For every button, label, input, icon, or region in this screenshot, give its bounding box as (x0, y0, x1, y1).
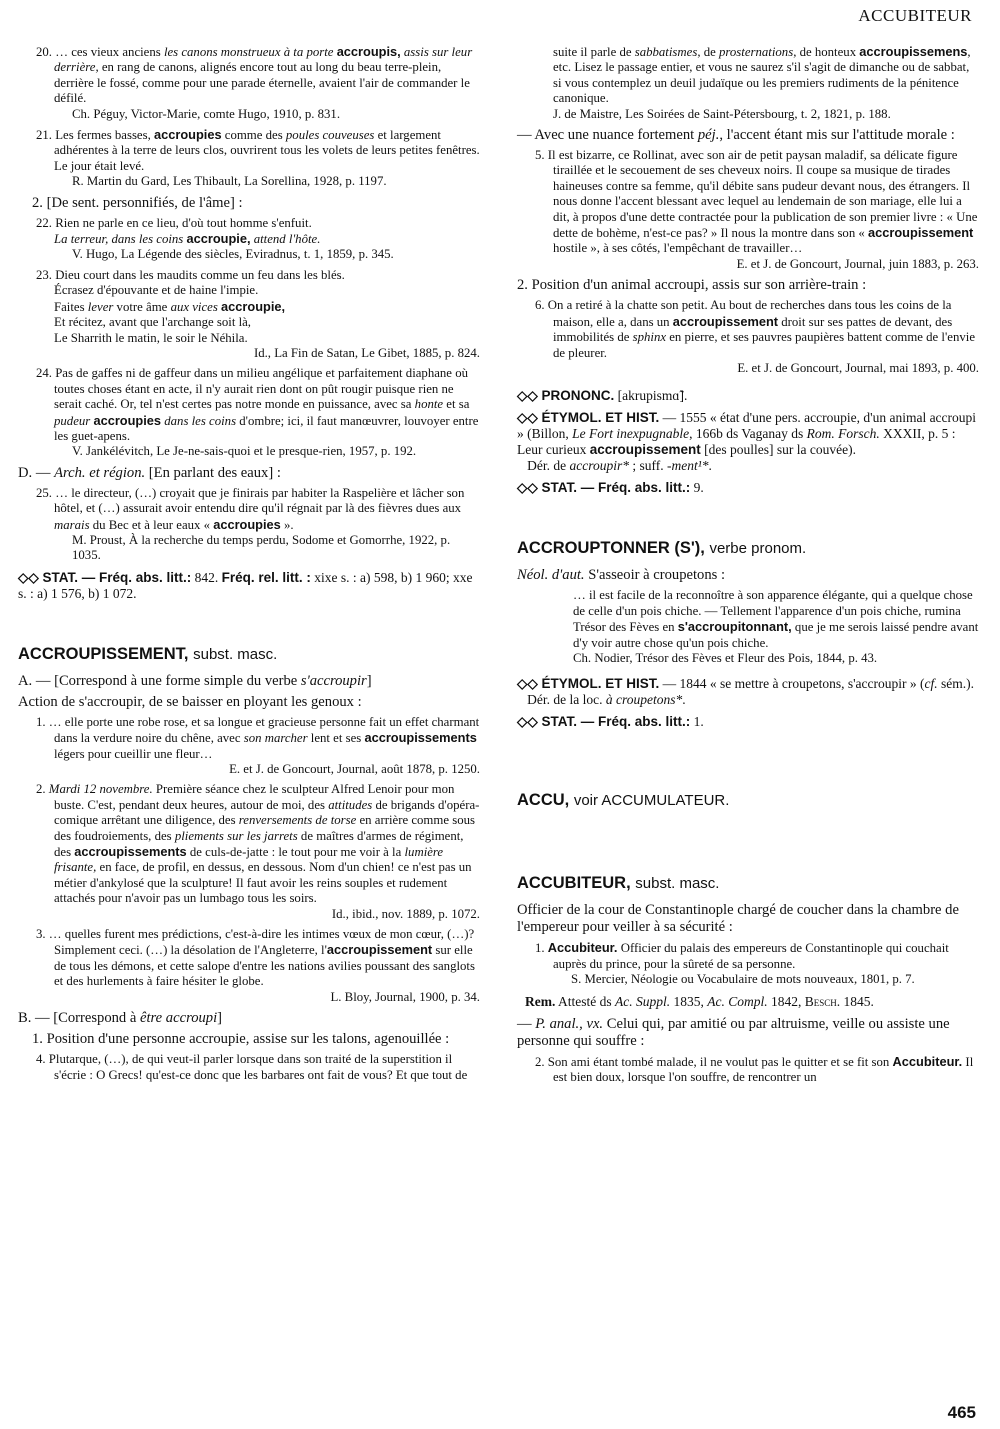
nuance-heading: — Avec une nuance fortement péj., l'accent étant mis sur l'attitude morale : (517, 127, 955, 144)
entry-heading-accrouptonner: ACCROUPTONNER (S'), verbe pronom. (517, 539, 807, 558)
quote-a3: 3. … quelles furent mes prédictions, c'est-à-dire les intimes vœux de mon cœur, (…)? Simplement ceci. (…) la désolation de l'Angleterre, l'accroupissement sur elle de tous les démons, et cette salope d'entre les nations avilies poussant des sanglots et des hurlements à faire hésiter le globe. L. Bloy, Journal, 1900, p. 34. (36, 927, 480, 1004)
section-B-heading: B. — [Correspond à être accroupi] (18, 1010, 223, 1027)
quote-c2: 2. Son ami étant tombé malade, il ne voulut pas le quitter et se fit son Accubiteur. Il est bien doux, lorsque l'on souffre, de rencontrer un (535, 1053, 974, 1084)
etymology-line: ◇◇ ÉTYMOL. ET HIST. — 1555 « état d'une pers. accroupie, d'un animal accroupi » (Billon, Le Fort inexpugnable, 166b ds Vaganay ds Rom. Forsch. XXXII, p. 5 : Leur curieux accroupissement [des poulles] sur la couvée). Dér. de accroupir* ; suff. -ment¹*. (517, 410, 977, 474)
quote-nodier-source: Ch. Nodier, Trésor des Fèves et Fleur des Pois, 1844, p. 43. (573, 650, 878, 665)
p-anal-heading: — P. anal., vx. Celui qui, par amitié ou par altruisme, veille ou assiste une personne qui souffre : (517, 1015, 950, 1049)
running-head: ACCUBITEUR (858, 6, 972, 25)
quote-r6-source: E. et J. de Goncourt, Journal, mai 1893, p. 400. (737, 360, 979, 375)
etymology-line-2: ◇◇ ÉTYMOL. ET HIST. — 1844 « se mettre à croupetons, s'accroupir » (cf. sém.). Dér. de la loc. à croupetons*. (517, 676, 975, 708)
quote-23: 23. Dieu court dans les maudits comme un feu dans les blés. Écrasez d'épouvante et de haine l'impie. Faites lever votre âme aux vices accroupie, Et récitez, avant que l'archange soit là, Le Sharrith le matin, le soir le Néhila. Id., La Fin de Satan, Le Gibet, 1885, p. 824. (36, 267, 480, 360)
quote-b4-source: J. de Maistre, Les Soirées de Saint-Pétersbourg, t. 2, 1821, p. 188. (553, 106, 891, 121)
page-number: 465 (947, 1403, 976, 1422)
quote-c1-source: S. Mercier, Néologie ou Vocabulaire de mots nouveaux, 1801, p. 7. (571, 972, 915, 987)
accubiteur-definition: Officier de la cour de Constantinople chargé de coucher dans la chambre de l'empereur pour veiller à sa sécurité : (517, 902, 959, 936)
right-column (517, 44, 979, 1090)
quote-nodier: … il est facile de la reconnoître à son apparence élégante, qui a quelque chose de celle d'un pois chiche. — Tellement l'apparence d'un pois chiche, rumina Trésor des Fèves en s'accroupitonnant, que je me serois laissé pendre avant d'y voir autre chose qu'un pois chiche. Ch. Nodier, Trésor des Fèves et Fleur des Pois, 1844, p. 43. (573, 588, 979, 665)
sense-B1-heading: 1. Position d'une personne accroupie, assise sur les talons, agenouillée : (32, 1031, 450, 1048)
quote-23-source: Id., La Fin de Satan, Le Gibet, 1885, p. 824. (253, 345, 480, 360)
quote-c1: 1. Accubiteur. Officier du palais des empereurs de Constantinople qui couchait auprès du prince, pour la sûreté de sa personne. S. Mercier, Néologie ou Vocabulaire de mots nouveaux, 1801, p. 7. (517, 940, 979, 987)
sense-2-heading: 2. [De sent. personnifiés, de l'âme] : (32, 194, 243, 211)
quote-a1-source: E. et J. de Goncourt, Journal, août 1878, p. 1250. (229, 762, 480, 776)
quote-20-source: Ch. Péguy, Victor-Marie, comte Hugo, 1910, p. 831. (72, 106, 341, 121)
quote-21-source: R. Martin du Gard, Les Thibault, La Sorellina, 1928, p. 1197. (72, 174, 387, 189)
quote-r5: 5. Il est bizarre, ce Rollinat, avec son air de petit paysan maladif, sa délicate figure tiraillée et le secouement de ses cheveux noirs. Il coupe sa musique de tirades haineuses contre sa femme, qu'il débite sans pudeur devant nous, des étrangers. Il nous donne l'accent blessant avec lequel au lendemain de son mariage, elle lui a dit, à propos d'une dette contractée pour la publication de son premier livre : « Une dette de bohème, n'est-ce pas? » Il nous la montre dans son « accroupissement hostile », à ses côtés, l'empêchant de travailler… E. et J. de Goncourt, Journal, juin 1883, p. 263. (535, 148, 979, 271)
quote-a2-source: Id., ibid., nov. 1889, p. 1072. (331, 906, 480, 921)
prononc-line: ◇◇ PRONONC. [akrupismɑ̃]. (517, 388, 688, 404)
quote-25-source: M. Proust, À la recherche du temps perdu, Sodome et Gomorrhe, 1922, p. 1035. (72, 532, 451, 563)
left-column (18, 44, 480, 1088)
sense-2-animal-heading: 2. Position d'un animal accroupi, assis sur son arrière-train : (517, 277, 867, 294)
quote-20: 20. … ces vieux anciens les canons monstrueux à ta porte accroupis, assis sur leur derrière, en rang de canons, alignés encore tout au long du beau terre-plein, derrière le fossé, comme pour une parade éternelle, avaient l'air de commander le défilé. Ch. Péguy, Victor-Marie, comte Hugo, 1910, p. 831. (18, 44, 480, 122)
quote-b4: 4. Plutarque, (…), de qui veut-il parler lorsque dans son traité de la superstition il s'écrie : O Grecs! qu'est-ce donc que les barbares ont fait de vous? Et que tout de (36, 1052, 468, 1082)
stat-line: ◇◇ STAT. — Fréq. abs. litt.: 842. Fréq. rel. litt. : xixe s. : a) 598, b) 1 960; xxe s. : a) 1 576, b) 1 072. (18, 569, 473, 601)
quote-a3-source: L. Bloy, Journal, 1900, p. 34. (330, 989, 480, 1004)
section-D-heading: D. — Arch. et région. [En parlant des eaux] : (18, 464, 281, 481)
stat-line-3: ◇◇ STAT. — Fréq. abs. litt.: 1. (517, 714, 704, 730)
quote-b4-continued: suite il parle de sabbatismes, de prosternations, de honteux accroupissemens, etc. Lisez le passage entier, et vous ne saurez s'il s'agit de dimanche ou de sabbat, si vous contemplez un deuil judaïque ou les premiers rudiments de la pénitence canonique. J. de Maistre, Les Soirées de Saint-Pétersbourg, t. 2, 1821, p. 188. (517, 44, 979, 122)
stat-line-2: ◇◇ STAT. — Fréq. abs. litt.: 9. (517, 480, 704, 496)
entry-heading-accubiteur: ACCUBITEUR, subst. masc. (517, 874, 720, 893)
neol-definition: Néol. d'aut. S'asseoir à croupetons : (517, 567, 726, 584)
quote-a2: 2. Mardi 12 novembre. Première séance chez le sculpteur Alfred Lenoir pour mon buste. C'est, pendant deux heures, autour de moi, des attitudes de brigands d'opéra-comique arrêtant une diligence, des renversements de torse en arrière comme sous des foudroiements, des pliements sur les jarrets de maîtres d'armes de régiment, des accroupissements de culs-de-jatte : le tout pour me voir à la lumière frisante, en face, de profil, en dessus, en dessous. Nom d'un chien! ce n'est pas un métier d'ankylosé que la sculpture! Il faut avoir les reins souples et rudement attachés pour n'avoir pas un lumbago tous les soirs. Id., ibid., nov. 1889, p. 1072. (36, 782, 480, 921)
quote-r5-source: E. et J. de Goncourt, Journal, juin 1883, p. 263. (736, 256, 979, 271)
quote-22-source: V. Hugo, La Légende des siècles, Eviradnus, t. 1, 1859, p. 345. (72, 247, 394, 262)
quote-22: 22. Rien ne parle en ce lieu, d'où tout homme s'enfuit. La terreur, dans les coins accroupie, attend l'hôte. V. Hugo, La Légende des siècles, Eviradnus, t. 1, 1859, p. 345. (18, 216, 480, 263)
rem-line: Rem. Attesté ds Ac. Suppl. 1835, Ac. Compl. 1842, Besch. 1845. (525, 993, 874, 1009)
quote-24: 24. Pas de gaffes ni de gaffeur dans un milieu angélique et parfaitement diaphane où toutes choses étant en acte, il n'y aurait rien dont on pût rougir puisque rien ne serait caché. Or, tel n'est certes pas notre monde en puissance, avec sa honte et sa pudeur accroupies dans les coins d'ombre; ici, il faut manœuvrer, louvoyer entre les guet-apens. V. Jankélévitch, Le Je-ne-sais-quoi et le presque-rien, 1957, p. 192. (36, 366, 479, 459)
quote-24-source: V. Jankélévitch, Le Je-ne-sais-quoi et le presque-rien, 1957, p. 192. (72, 444, 417, 459)
quote-r6: 6. On a retiré à la chatte son petit. Au bout de recherches dans tous les coins de la maison, elle a, dans un accroupissement droit sur ses pattes de devant, des immobilités de sphinx en pierre, et ses pauvres paupières battent comme de l'envie de pleurer. E. et J. de Goncourt, Journal, mai 1893, p. 400. (535, 298, 979, 375)
quote-25: 25. … le directeur, (…) croyait que je finirais par habiter la Raspelière et lâcher son hôtel, et (…) assurait avoir entendu dire qu'il régnait par là des fièvres dues aux marais du Bec et à leur eaux « accroupies ». M. Proust, À la recherche du temps perdu, Sodome et Gomorrhe, 1922, p. 1035. (18, 486, 480, 564)
quote-a1: 1. … elle porte une robe rose, et sa longue et gracieuse personne fait un effet charmant dans la verdure noire du chêne, avec son marcher lent et ses accroupissements légers pour cueillir une fleur… E. et J. de Goncourt, Journal, août 1878, p. 1250. (36, 714, 480, 776)
entry-heading-accroupissement: ACCROUPISSEMENT, subst. masc. (18, 644, 278, 663)
quote-21: 21. Les fermes basses, accroupies comme des poules couveuses et largement adhérentes à la terre de leurs clos, ouvrirent tous les volets de leurs petites fenêtres. Le jour était levé. R. Martin du Gard, Les Thibault, La Sorellina, 1928, p. 1197. (36, 127, 480, 189)
section-A-definition: Action de s'accroupir, de se baisser en ployant les genoux : (18, 693, 362, 710)
entry-heading-accu: ACCU, voir ACCUMULATEUR. (517, 791, 730, 810)
section-A-heading: A. — [Correspond à une forme simple du verbe s'accroupir] (18, 672, 372, 689)
